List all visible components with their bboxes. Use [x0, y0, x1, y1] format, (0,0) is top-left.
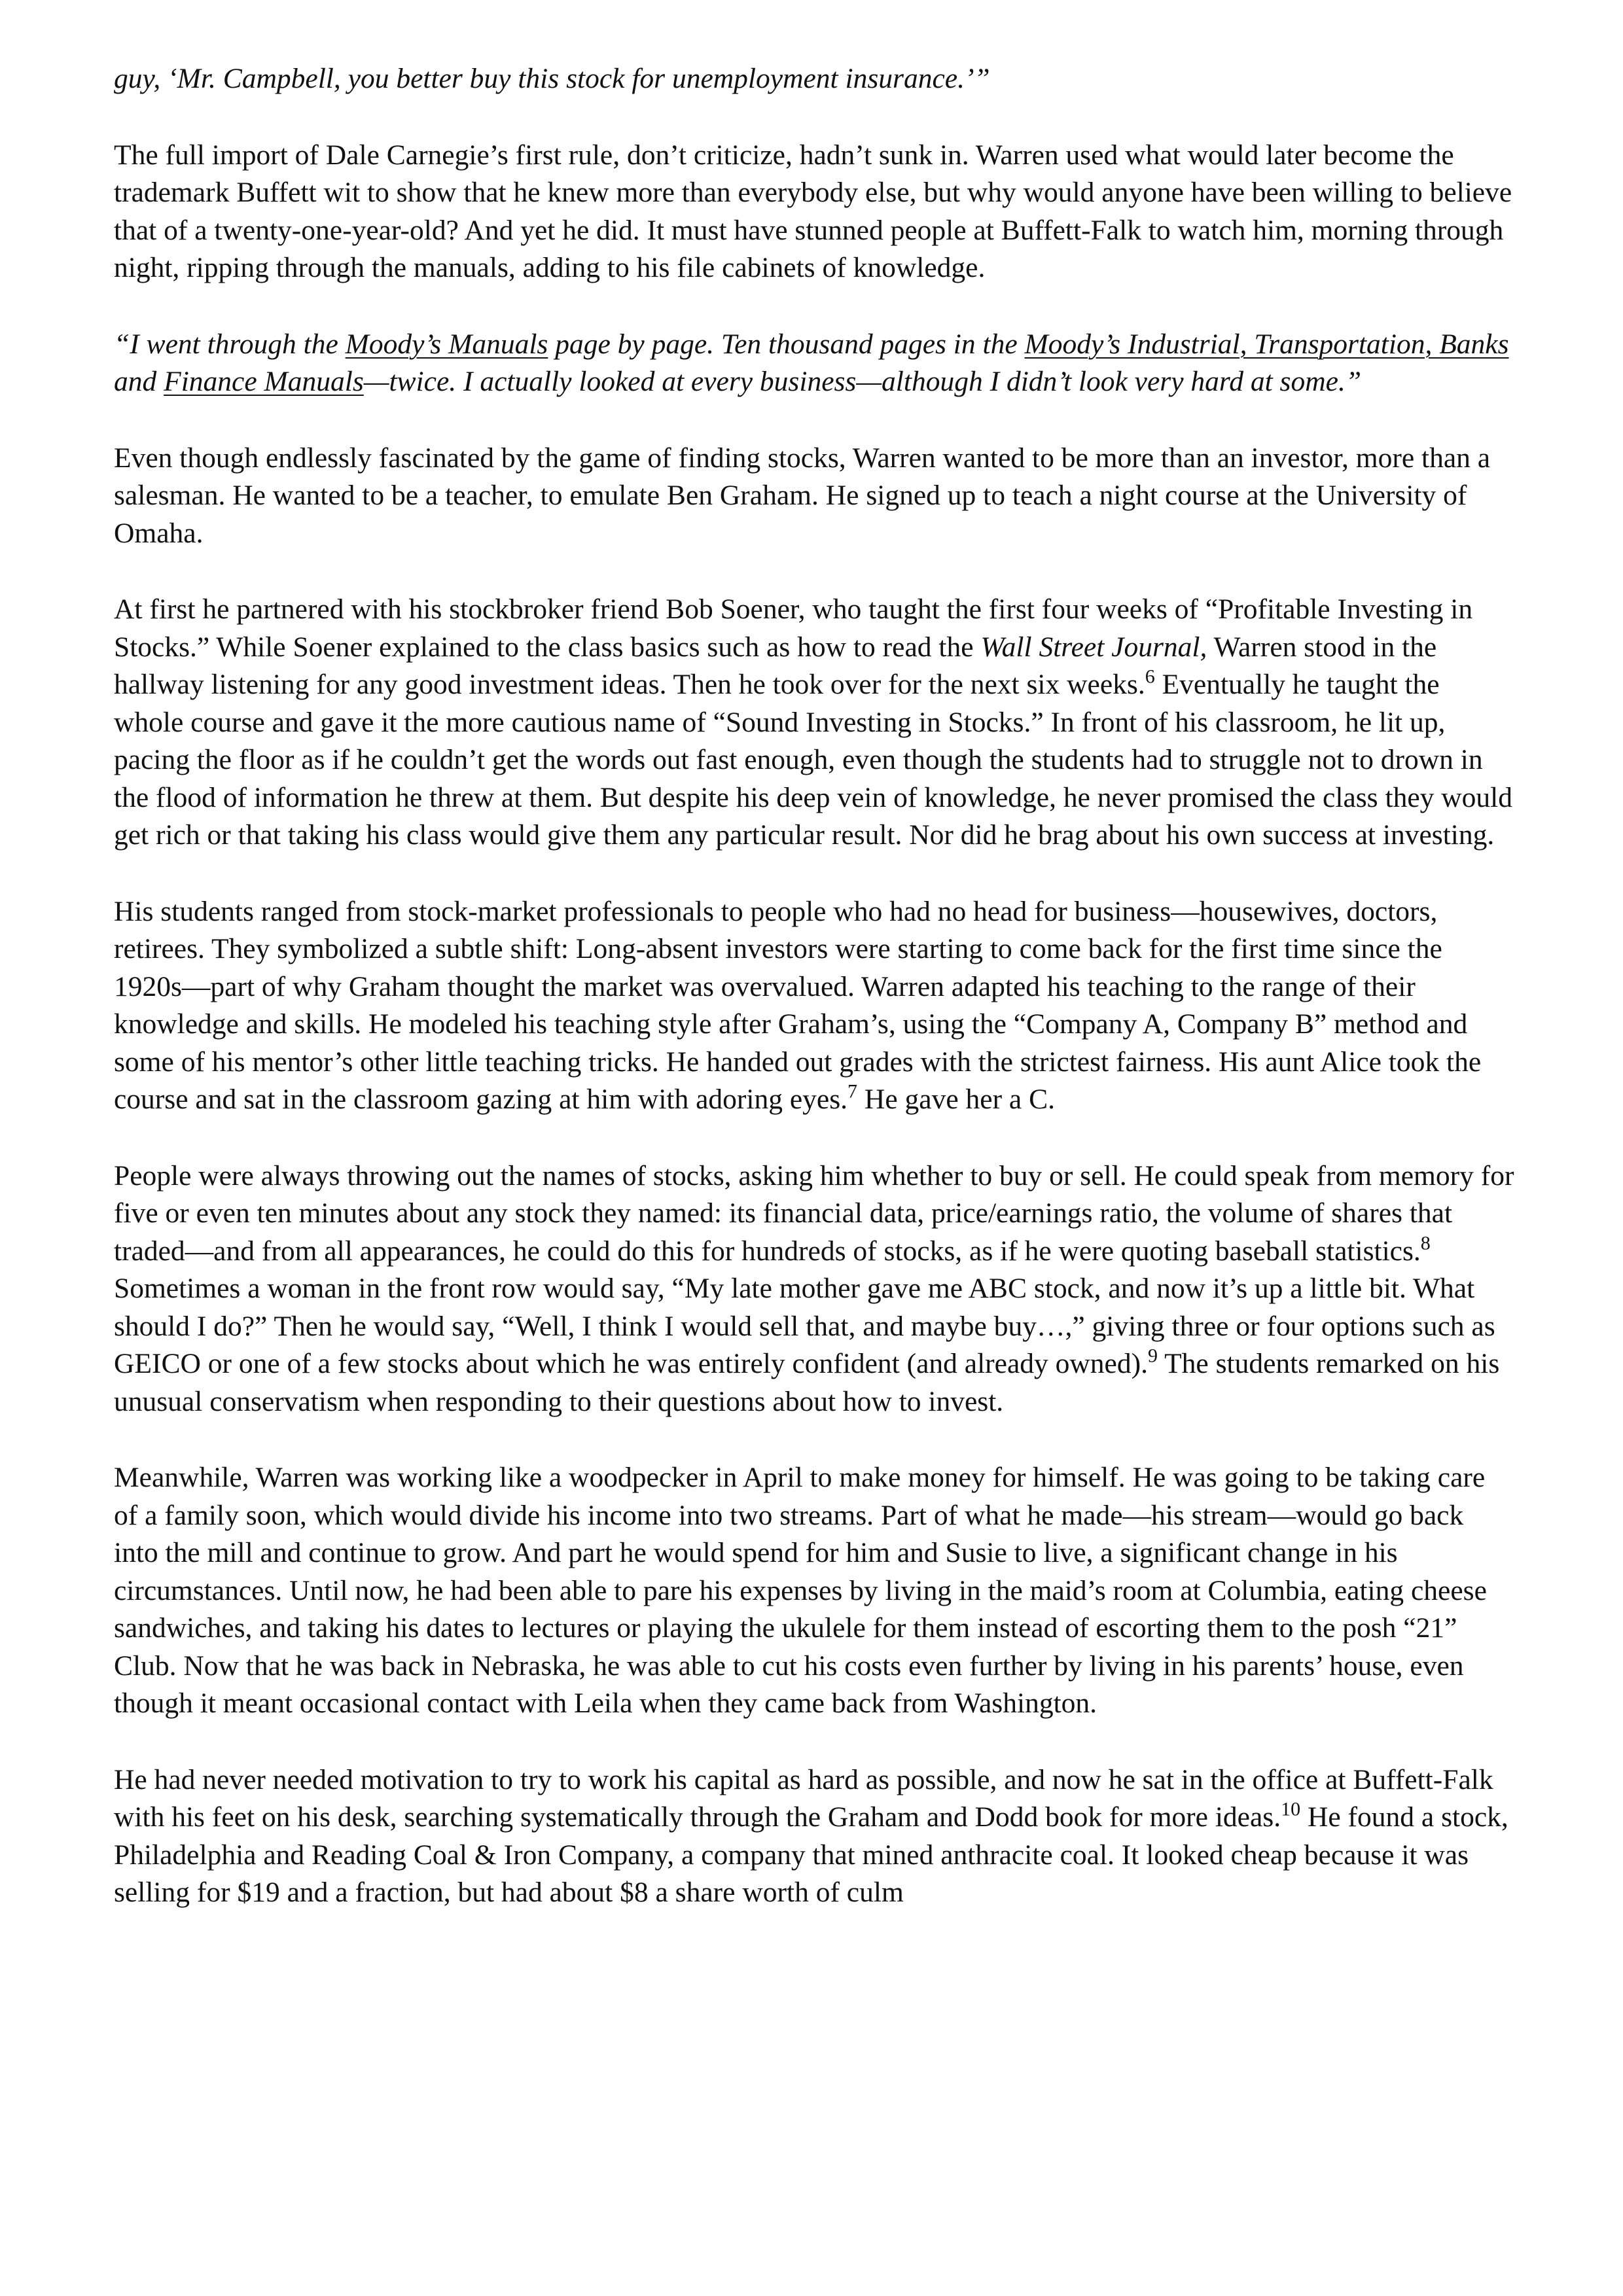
quote-text: and [114, 366, 164, 397]
paragraph-text: His students ranged from stock-market professionals to people who had no head for business—housewives, doctors, retirees. They symbolized a subtle shift: Long-absent investors were starting to come back for the first time since the 1920s—part of why Graham thought the market was overvalued. Warren adapted his teaching to the range of their knowledge and skills. He modeled his teaching style after Graham’s, using the “Company A, Company B” method and some of his mentor’s other little teaching tricks. He handed out grades with the strictest fairness. His aunt Alice took the course and sat in the classroom gazing at him with adoring eyes. [114, 895, 1482, 1115]
footnote-marker: 9 [1147, 1345, 1158, 1367]
footnote-marker: 8 [1420, 1232, 1431, 1254]
paragraph [114, 893, 1514, 1119]
paragraph [114, 591, 1514, 855]
paragraph [114, 440, 1514, 553]
paragraph [114, 1761, 1514, 1912]
quote-continuation [114, 60, 1514, 98]
paragraph-text: He had never needed motivation to try to work his capital as hard as possible, and now he sat in the office at Buffett-Falk with his feet on his desk, searching systematically through the Graham and Dodd book for more ideas. [114, 1763, 1493, 1833]
block-quote [114, 326, 1514, 401]
paragraph-text: The students remarked on his unusual conservatism when responding to their questions about how to invest. [114, 1348, 1500, 1417]
paragraph-text: Sometimes a woman in the front row would say, “My late mother gave me ABC stock, and now it’s up a little bit. What should I do?” Then he would say, “Well, I think I would sell that, and maybe buy…,” giving three or four options such as GEICO or one of a few stocks about which he was entirely confident (and already owned). [114, 1273, 1495, 1379]
paragraph-text: He gave her a C. [857, 1084, 1055, 1115]
italic-title: Wall Street Journal, [980, 631, 1207, 663]
paragraph [114, 137, 1514, 287]
paragraph [114, 1157, 1514, 1421]
footnote-marker: 10 [1281, 1798, 1301, 1820]
quote-text: page by page. Ten thousand pages in the [548, 328, 1025, 360]
paragraph-text: At first he partnered with his stockbroker friend Bob Soener, who taught the first four weeks of “Profitable Investing in Stocks.” While Soener explained to the class basics such as how to read the [114, 593, 1473, 663]
footnote-marker: 6 [1145, 665, 1155, 688]
underlined-title: Moody’s Manuals [345, 328, 548, 360]
paragraph-text: Meanwhile, Warren was working like a woodpecker in April to make money for himself. He was going to be taking care of a family soon, which would divide his income into two streams. Part of what he made—his stream—would go back into the mill and continue to grow. And part he would spend for him and Susie to live, a significant change in his circumstances. Until now, he had been able to pare his expenses by living in the maid’s room at Columbia, eating cheese sandwiches, and taking his dates to lectures or playing the ukulele for them instead of escorting them to the posh “21” Club. Now that he was back in Nebraska, he was able to cut his costs even further by living in his parents’ house, even though it meant occasional contact with Leila when they came back from Washington. [114, 1462, 1487, 1719]
paragraph-text: The full import of Dale Carnegie’s first rule, don’t criticize, hadn’t sunk in. Warren used what would later become the trademark Buffett wit to show that he knew more than everybody else, but why would anyone have been willing to believe that of a twenty-one-year-old? And yet he did. It must have stunned people at Buffett-Falk to watch him, morning through night, ripping through the manuals, adding to his file cabinets of knowledge. [114, 139, 1512, 283]
paragraph-text: Even though endlessly fascinated by the game of finding stocks, Warren wanted to be more than an investor, more than a salesman. He wanted to be a teacher, to emulate Ben Graham. He signed up to teach a night course at the University of Omaha. [114, 442, 1491, 549]
paragraph-text: Warren stood in the hallway listening for any good investment ideas. Then he took over for the next six weeks. [114, 631, 1437, 700]
underlined-title: Moody’s Industrial, Transportation, Banks [1024, 328, 1509, 360]
paragraph-text: He found a stock, Philadelphia and Reading Coal & Iron Company, a company that mined anthracite coal. It looked cheap because it was selling for $19 and a fraction, but had about $8 a share worth of culm [114, 1801, 1508, 1908]
paragraph-text: People were always throwing out the names of stocks, asking him whether to buy or sell. He could speak from memory for five or even ten minutes about any stock they named: its financial data, price/earnings ratio, the volume of shares that traded—and from all appearances, he could do this for hundreds of stocks, as if he were quoting baseball statistics. [114, 1159, 1514, 1267]
paragraph [114, 1459, 1514, 1723]
paragraph-text: guy, ‘Mr. Campbell, you better buy this stock for unemployment insurance.’” [114, 63, 990, 94]
page-body [114, 60, 1514, 1912]
footnote-marker: 7 [847, 1080, 858, 1103]
paragraph-text: Eventually he taught the whole course and gave it the more cautious name of “Sound Investing in Stocks.” In front of his classroom, he lit up, pacing the floor as if he couldn’t get the words out fast enough, even though the students had to struggle not to drown in the flood of information he threw at them. But despite his deep vein of knowledge, he never promised the class they would get rich or that taking his class would give them any particular result. Nor did he brag about his own success at investing. [114, 669, 1513, 851]
quote-text: “I went through the [114, 328, 346, 360]
quote-text: —twice. I actually looked at every business—although I didn’t look very hard at some.” [363, 366, 1362, 397]
underlined-title: Finance Manuals [164, 366, 364, 397]
